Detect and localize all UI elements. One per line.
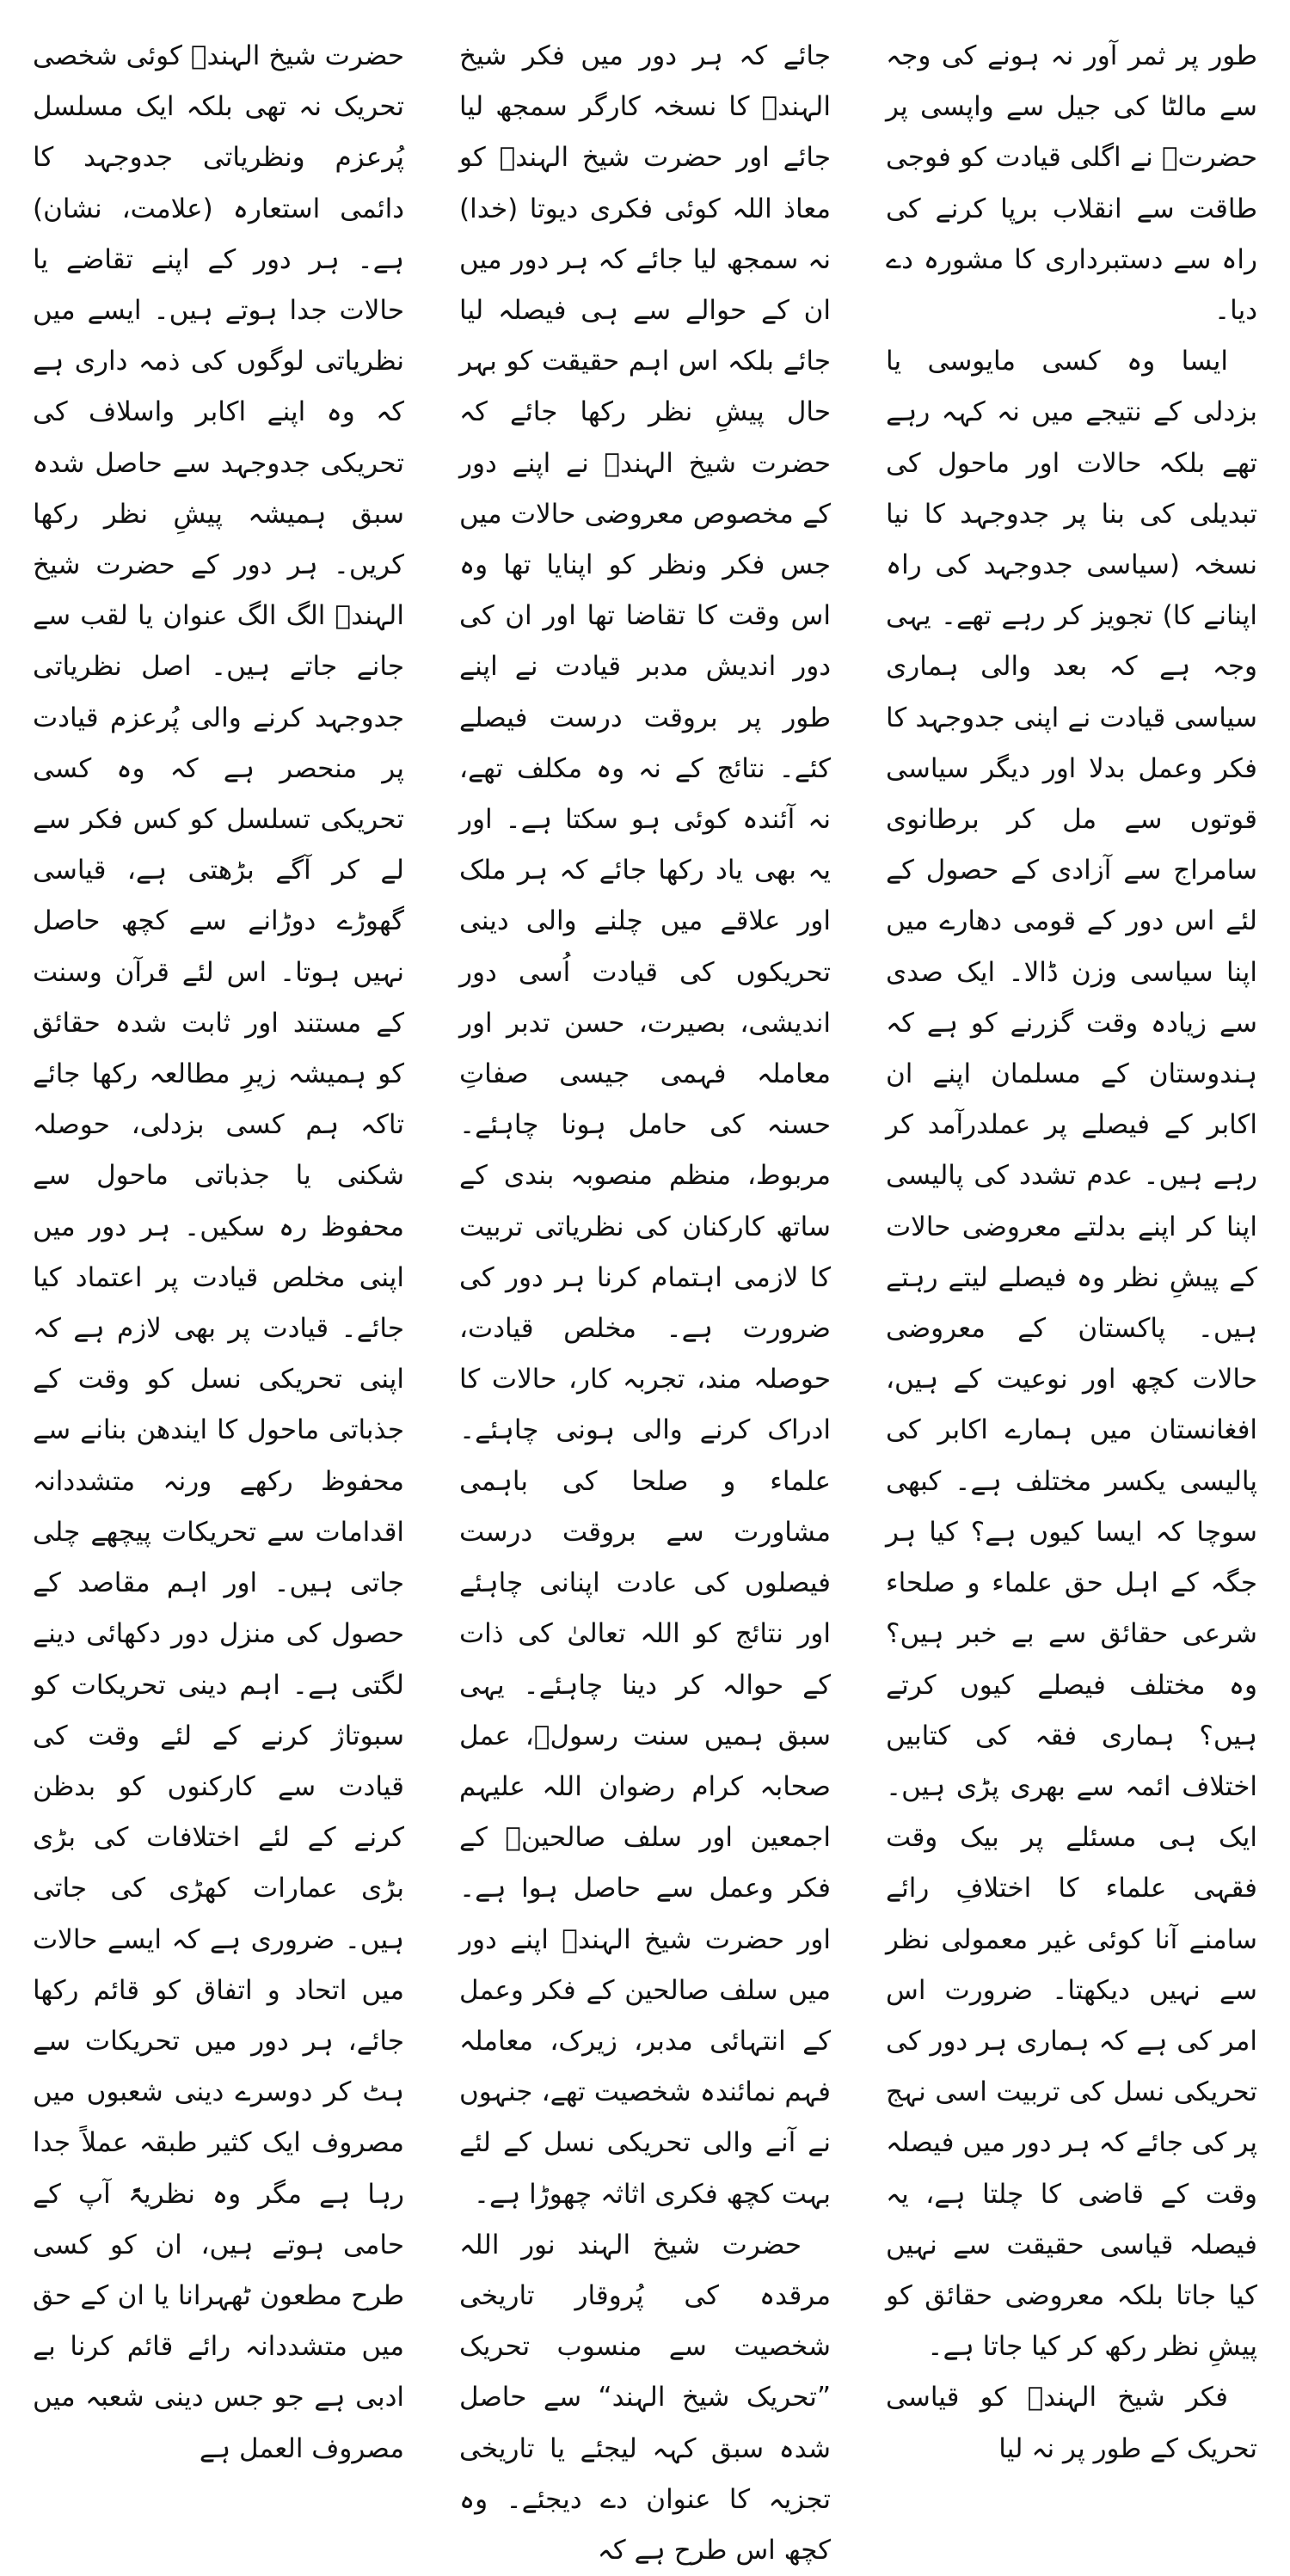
column-left bbox=[33, 31, 404, 2464]
paragraph: فکر شیخ الہندؒ کو قیاسی تحریک کے طور پر نہ لیا bbox=[886, 2382, 1257, 2464]
article-columns bbox=[33, 31, 1257, 2566]
column-middle bbox=[459, 31, 831, 2566]
paragraph: حضرت شیخ الہندؒ کوئی شخصی تحریک نہ تھی بلکہ ایک مسلسل پُرعزم ونظریاتی جدوجہد کا دائمی استعارہ (علامت، نشان) ہے۔ ہر دور کے اپنے تقاضے یا حالات جدا ہوتے ہیں۔ ایسے میں نظریاتی لوگوں کی ذمہ داری ہے کہ وہ اپنے اکابر واسلاف کی تحریکی جدوجہد سے حاصل شدہ سبق ہمیشہ پیشِ نظر رکھا کریں۔ ہر دور کے حضرت شیخ الہندؒ الگ الگ عنوان یا لقب سے جانے جاتے ہیں۔ اصل نظریاتی جدوجہد کرنے والی پُرعزم قیادت پر منحصر ہے کہ وہ کسی تحریکی تسلسل کو کس فکر سے لے کر آگے بڑھتی ہے، قیاسی گھوڑے دوڑانے سے کچھ حاصل نہیں ہوتا۔ اس لئے قرآن وسنت کے مستند اور ثابت شدہ حقائق کو ہمیشہ زیرِ مطالعہ رکھا جائے تاکہ ہم کسی بزدلی، حوصلہ شکنی یا جذباتی ماحول سے محفوظ رہ سکیں۔ ہر دور میں اپنی مخلص قیادت پر اعتماد کیا جائے۔ قیادت پر بھی لازم ہے کہ اپنی تحریکی نسل کو وقت کے جذباتی ماحول کا ایندھن بنانے سے محفوظ رکھے ورنہ متشددانہ اقدامات سے تحریکات پیچھے چلی جاتی ہیں۔ اور اہم مقاصد کے حصول کی منزل دور دکھائی دینے لگتی ہے۔ اہم دینی تحریکات کو سبوتاژ کرنے کے لئے وقت کی قیادت سے کارکنوں کو بدظن کرنے کے لئے اختلافات کی بڑی بڑی عمارات کھڑی کی جاتی ہیں۔ ضروری ہے کہ ایسے حالات میں اتحاد و اتفاق کو قائم رکھا جائے، ہر دور میں تحریکات سے ہٹ کر دوسرے دینی شعبوں میں مصروف ایک کثیر طبقہ عملاً جدا رہا ہے مگر وہ نظریۃً آپ کے حامی ہوتے ہیں، ان کو کسی طرح مطعون ٹھہرانا یا ان کے حق میں متشددانہ رائے قائم کرنا بے ادبی ہے جو جس دینی شعبہ میں مصروف العمل ہے bbox=[33, 40, 404, 2464]
column-right bbox=[886, 31, 1257, 2464]
paragraph: جائے کہ ہر دور میں فکر شیخ الہندؒ کا نسخہ کارگر سمجھ لیا جائے اور حضرت شیخ الہندؒ کو معاذ اللہ کوئی فکری دیوتا (خدا) نہ سمجھ لیا جائے کہ ہر دور میں ان کے حوالے سے ہی فیصلہ لیا جائے بلکہ اس اہم حقیقت کو بہر حال پیشِ نظر رکھا جائے کہ حضرت شیخ الہندؒ نے اپنے دور کے مخصوص معروضی حالات میں جس فکر ونظر کو اپنایا تھا وہ اس وقت کا تقاضا تھا اور ان کی دور اندیش مدبر قیادت نے اپنے طور پر بروقت درست فیصلے کئے۔ نتائج کے نہ وہ مکلف تھے، نہ آئندہ کوئی ہو سکتا ہے۔ اور یہ بھی یاد رکھا جائے کہ ہر ملک اور علاقے میں چلنے والی دینی تحریکوں کی قیادت اُسی دور اندیشی، بصیرت، حسن تدبر اور معاملہ فہمی جیسی صفاتِ حسنہ کی حامل ہونا چاہئے۔ مربوط، منظم منصوبہ بندی کے ساتھ کارکنان کی نظریاتی تربیت کا لازمی اہتمام کرنا ہر دور کی ضرورت ہے۔ مخلص قیادت، حوصلہ مند، تجربہ کار، حالات کا ادراک کرنے والی ہونی چاہئے۔ علماء و صلحا کی باہمی مشاورت سے بروقت درست فیصلوں کی عادت اپنانی چاہئے اور نتائج کو اللہ تعالیٰ کی ذات کے حوالہ کر دینا چاہئے۔ یہی سبق ہمیں سنت رسولؐ، عمل صحابہ کرام رضوان اللہ علیہم اجمعین اور سلف صالحینؒ کے فکر وعمل سے حاصل ہوا ہے۔ اور حضرت شیخ الہندؒ اپنے دور میں سلف صالحین کے فکر وعمل کے انتہائی مدبر، زیرک، معاملہ فہم نمائندہ شخصیت تھے، جنہوں نے آنے والی تحریکی نسل کے لئے بہت کچھ فکری اثاثہ چھوڑا ہے۔ bbox=[459, 40, 831, 2210]
paragraph: ایسا وہ کسی مایوسی یا بزدلی کے نتیجے میں نہ کہہ رہے تھے بلکہ حالات اور ماحول کی تبدیلی کی بنا پر جدوجہد کا نیا نسخہ (سیاسی جدوجہد کی راہ اپنانے کا) تجویز کر رہے تھے۔ یہی وجہ ہے کہ بعد والی ہماری سیاسی قیادت نے اپنی جدوجہد کا فکر وعمل بدلا اور دیگر سیاسی قوتوں سے مل کر برطانوی سامراج سے آزادی کے حصول کے لئے اس دور کے قومی دھارے میں اپنا سیاسی وزن ڈالا۔ ایک صدی سے زیادہ وقت گزرنے کو ہے کہ ہندوستان کے مسلمان اپنے ان اکابر کے فیصلے پر عملدرآمد کر رہے ہیں۔ عدم تشدد کی پالیسی اپنا کر اپنے بدلتے معروضی حالات کے پیشِ نظر وہ فیصلے لیتے رہتے ہیں۔ پاکستان کے معروضی حالات کچھ اور نوعیت کے ہیں، افغانستان میں ہمارے اکابر کی پالیسی یکسر مختلف ہے۔ کبھی سوچا کہ ایسا کیوں ہے؟ کیا ہر جگہ کے اہل حق علماء و صلحاء شرعی حقائق سے بے خبر ہیں؟ وہ مختلف فیصلے کیوں کرتے ہیں؟ ہماری فقہ کی کتابیں اختلاف ائمہ سے بھری پڑی ہیں۔ ایک ہی مسئلے پر بیک وقت فقہی علماء کا اختلافِ رائے سامنے آنا کوئی غیر معمولی نظر سے نہیں دیکھتا۔ ضرورت اس امر کی ہے کہ ہماری ہر دور کی تحریکی نسل کی تربیت اسی نہج پر کی جائے کہ ہر دور میں فیصلہ وقت کے قاضی کا چلتا ہے، یہ فیصلہ قیاسی حقیقت سے نہیں کیا جاتا بلکہ معروضی حقائق کو پیشِ نظر رکھ کر کیا جاتا ہے۔ bbox=[886, 346, 1257, 2363]
paragraph: حضرت شیخ الہند نور اللہ مرقدہ کی پُروقار تاریخی شخصیت سے منسوب تحریک ”تحریک شیخ الہند“ سے حاصل شدہ سبق کہہ لیجئے یا تاریخی تجزیہ کا عنوان دے دیجئے۔ وہ کچھ اس طرح ہے کہ bbox=[459, 2229, 831, 2566]
paragraph: طور پر ثمر آور نہ ہونے کی وجہ سے مالٹا کی جیل سے واپسی پر حضرتؒ نے اگلی قیادت کو فوجی طاقت سے انقلاب برپا کرنے کی راہ سے دستبرداری کا مشورہ دے دیا۔ bbox=[886, 40, 1257, 327]
